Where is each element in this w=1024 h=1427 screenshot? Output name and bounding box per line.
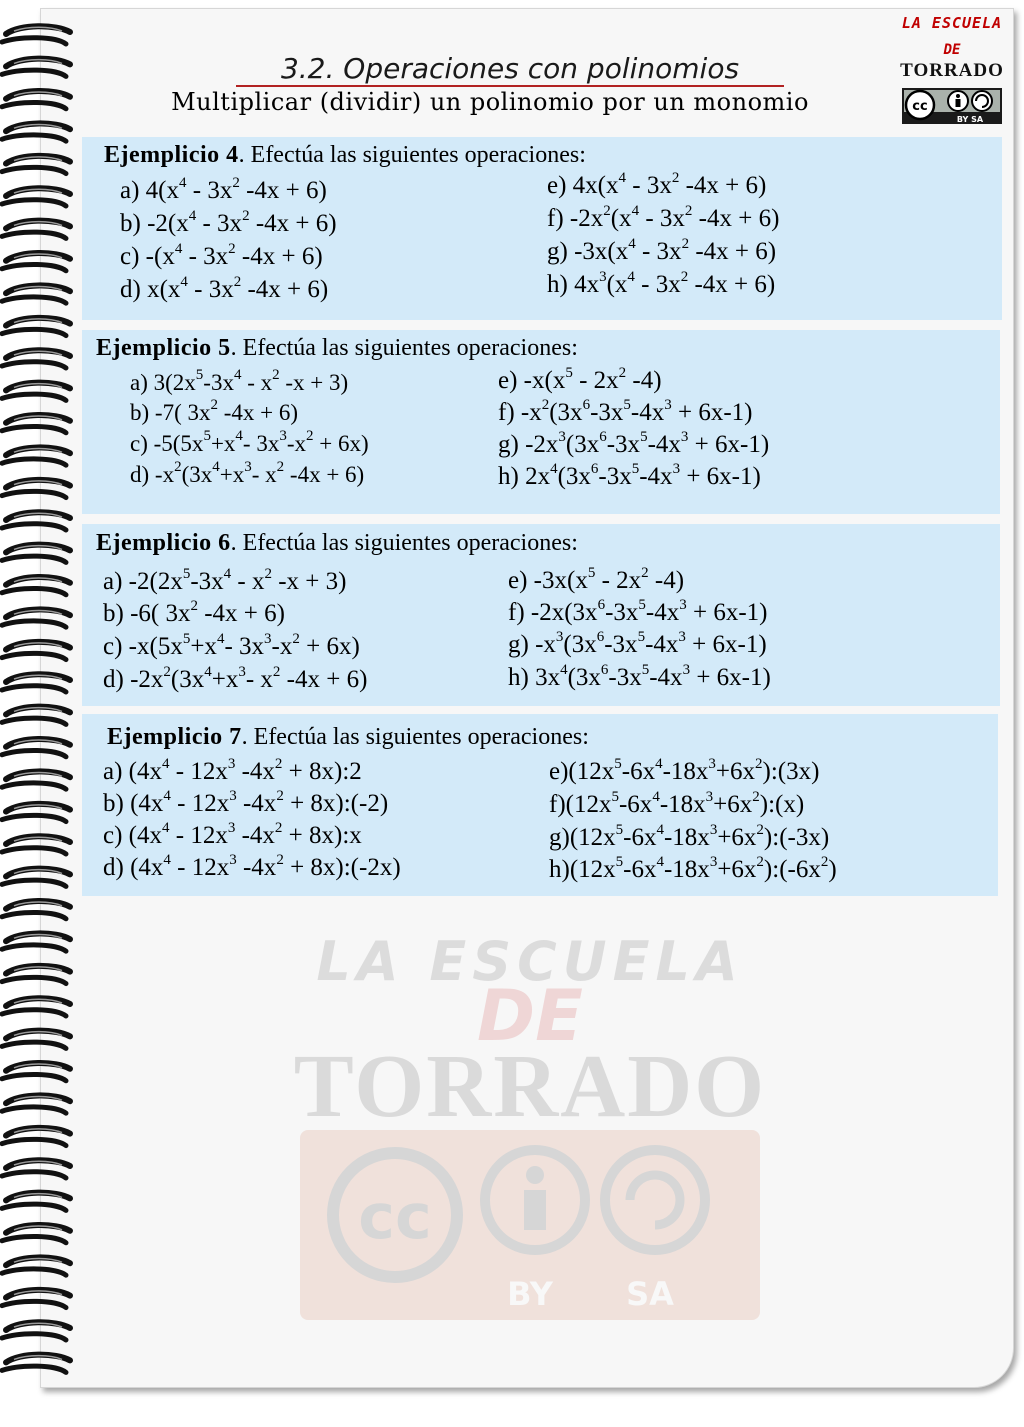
exercise-item: c) ($4x^4 - 12x^3$ $-4x^2$ + 8x):x (103, 819, 362, 849)
exercise-item: a) ($4x^4 - 12x^3$ $-4x^2$ + 8x):2 (103, 755, 362, 785)
exercise-heading-6 (96, 530, 578, 557)
spiral-ring (2, 1031, 70, 1049)
spiral-ring (2, 188, 70, 206)
spiral-ring (2, 1225, 70, 1243)
watermark-license-sa: SA (626, 1275, 674, 1313)
spiral-ring (2, 707, 70, 725)
spiral-ring (2, 804, 70, 822)
cc-by-sa-icon (902, 88, 1002, 124)
watermark (290, 930, 770, 1330)
watermark-line1: LA ESCUELA (316, 930, 744, 993)
spiral-ring (2, 1128, 70, 1146)
exercise-item: e) $4x(x^4 - 3x^2$ -4x + 6) (547, 169, 767, 199)
page-subtitle: Multiplicar (dividir) un polinomio por un monomio (171, 88, 809, 116)
exercise-item: $f)(12x^5-6x^4-18x^3+6x^2):(x)$ (549, 788, 805, 818)
exercise-heading-5 (96, 335, 578, 362)
spiral-ring (2, 674, 70, 692)
exercise-item: d) $-2x^2(3x^4+x^3-$ $x^2$ -4x + 6) (103, 663, 368, 693)
exercise-item: h) $2x^4(3x^6-3x^5-4x^3 + 6x-1)$ (498, 460, 761, 490)
spiral-ring (2, 383, 70, 401)
spiral-ring (2, 901, 70, 919)
exercise-label: Ejemplicio 7 (107, 724, 242, 750)
spiral-ring (2, 447, 70, 465)
spiral-ring (2, 512, 70, 530)
watermark-line2: DE (477, 975, 583, 1057)
spiral-ring (2, 642, 70, 660)
watermark-license-by: BY (507, 1275, 553, 1313)
logo-line3: TORRADO (900, 60, 1004, 81)
spiral-ring (2, 1095, 70, 1113)
exercise-item: b) ($4x^4 - 12x^3$ $-4x^2$ + 8x):(-2) (103, 787, 389, 817)
spiral-ring (2, 1290, 70, 1308)
exercise-label: Ejemplicio 5 (96, 335, 231, 361)
exercise-item: b) -7( $3x^2$ -4x + 6) (130, 397, 299, 425)
exercise-instruction: . Efectúa las siguientes operaciones: (241, 724, 589, 750)
exercise-instruction: . Efectúa las siguientes operaciones: (230, 530, 578, 556)
spiral-ring (2, 1193, 70, 1211)
spiral-ring (2, 771, 70, 789)
spiral-ring (2, 966, 70, 984)
exercise-item: a) $-2(2x^5-3x^4 - x^2$ -x + 3) (103, 565, 347, 595)
title-underline (236, 85, 784, 87)
spiral-ring (2, 318, 70, 336)
spiral-ring (2, 836, 70, 854)
spiral-ring (2, 156, 70, 174)
spiral-ring (2, 350, 70, 368)
watermark-cc-badge (300, 1130, 760, 1320)
spiral-ring (2, 285, 70, 303)
exercise-instruction: . Efectúa las siguientes operaciones: (230, 335, 578, 361)
exercise-item: f) $-2x^2(x^4 - 3x^2$ -4x + 6) (547, 202, 780, 232)
watermark-line3: TORRADO (293, 1037, 767, 1136)
exercise-item: g) $-3x(x^4 - 3x^2$ -4x + 6) (547, 235, 777, 265)
exercise-item: d) ($4x^4 - 12x^3$ $-4x^2$ + 8x):(-2x) (103, 851, 401, 881)
page-title: 3.2. Operaciones con polinomios (280, 52, 740, 85)
spiral-ring (2, 1160, 70, 1178)
exercise-item: c) $-x(5x^5+x^4-$ $3x^3-x^2 + 6x$) (103, 630, 360, 660)
exercise-instruction: . Efectúa las siguientes operaciones: (238, 142, 586, 168)
spiral-ring (2, 609, 70, 627)
svg-text:cc: cc (912, 99, 928, 114)
spiral-ring (2, 91, 70, 109)
exercise-item: $g)(12x^5-6x^4-18x^3+6x^2):(-3x)$ (549, 821, 830, 851)
logo (896, 14, 1008, 124)
svg-text:cc: cc (358, 1180, 432, 1253)
spiral-ring (2, 1322, 70, 1340)
exercise-item: g) $-2x^3(3x^6-3x^5-4x^3 + 6x-1)$ (498, 428, 770, 458)
exercise-item: d) $-x^2(3x^4+x^3-$ $x^2$ -4x + 6) (130, 459, 365, 487)
spiral-ring (2, 998, 70, 1016)
exercise-item: b) -6( $3x^2$ -4x + 6) (103, 597, 285, 627)
spiral-ring (2, 480, 70, 498)
exercise-item: f) $-x^2(3x^6-3x^5-4x^3 + 6x-1)$ (498, 396, 753, 426)
exercise-item: a) $4(x^4 - 3x^2$ -4x + 6) (120, 174, 327, 204)
spiral-ring (2, 933, 70, 951)
spiral-ring (2, 577, 70, 595)
exercise-item: g) $-x^3(3x^6-3x^5-4x^3 + 6x-1)$ (508, 628, 767, 658)
spiral-ring (2, 545, 70, 563)
spiral-ring (2, 221, 70, 239)
spiral-ring (2, 59, 70, 77)
spiral-ring (2, 869, 70, 887)
spiral-ring (2, 1355, 70, 1373)
spiral-ring (2, 739, 70, 757)
exercise-item: f) $-2x(3x^6-3x^5-4x^3 + 6x-1)$ (508, 596, 768, 626)
exercise-item: $h)(12x^5-6x^4-18x^3+6x^2):(-6x^2)$ (549, 853, 837, 883)
exercise-item: c) $-(x^4 - 3x^2$ -4x + 6) (120, 240, 323, 270)
spiral-binding (0, 20, 80, 1380)
exercise-item: h) $3x^4(3x^6-3x^5-4x^3 + 6x-1)$ (508, 661, 771, 691)
spiral-ring (2, 123, 70, 141)
spiral-ring (2, 415, 70, 433)
spiral-ring (2, 1257, 70, 1275)
exercise-item: $e)(12x^5-6x^4-18x^3+6x^2):(3x)$ (549, 755, 820, 785)
exercise-item: a) $3(2x^5-3x^4 - x^2$ -x + 3) (130, 367, 349, 395)
logo-line2: DE (943, 42, 961, 58)
spiral-ring (2, 253, 70, 271)
exercise-heading-4 (104, 142, 586, 169)
exercise-item: e) $-3x(x^5 - 2x^2$ -4) (508, 564, 685, 594)
logo-license: BY SA (956, 115, 984, 124)
logo-line1: LA ESCUELA (901, 14, 1003, 32)
spiral-ring (2, 1063, 70, 1081)
exercise-item: c) $-5(5x^5+x^4-$ $3x^3-x^2 + 6x$) (130, 428, 369, 456)
exercise-item: d) $x(x^4 - 3x^2$ -4x + 6) (120, 273, 329, 303)
exercise-heading-7 (107, 724, 589, 751)
exercise-item: e) $-x(x^5 - 2x^2$ -4) (498, 364, 662, 394)
exercise-item: b) $-2(x^4 - 3x^2$ -4x + 6) (120, 207, 337, 237)
exercise-item: h) $4x^3(x^4 - 3x^2$ -4x + 6) (547, 268, 776, 298)
spiral-ring (2, 26, 70, 44)
exercise-label: Ejemplicio 6 (96, 530, 231, 556)
exercise-label: Ejemplicio 4 (104, 142, 239, 168)
